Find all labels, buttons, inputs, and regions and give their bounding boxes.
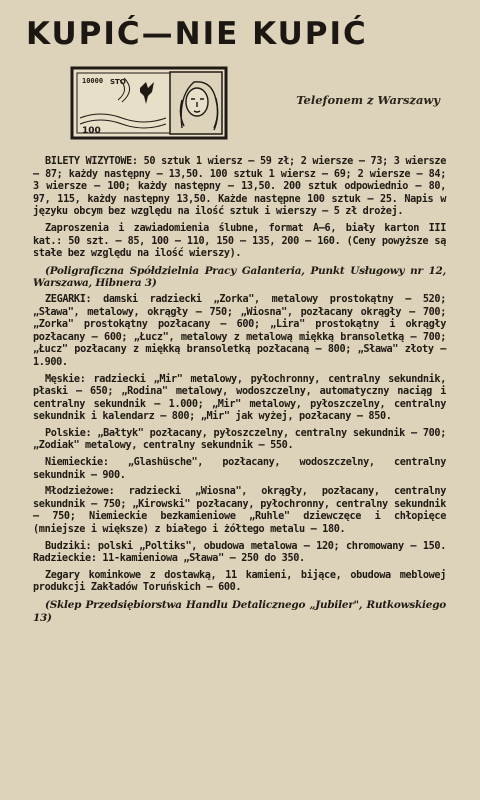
paragraph-watches-women: ZEGARKI: damski radziecki „Zorka", metalowy prostokątny — 520; „Sława", metalowy, okrągły — 750; „Wiosna", pozłacany okrągły — 700; „Zorka" prostokątny pozłacany — 600; „Lira" prostokątny i okrągły pozłacany — 600; „Łucz", metalowy z metalową miękką bransoletką — 700; „Łucz" pozłacany z miękką bransoletką pozłacaną — 800; „Sława" złoty — 1.900. <box>33 293 446 368</box>
note-denomination-word: STO <box>110 78 126 86</box>
note-denomination-top-left: 10000 <box>82 77 104 85</box>
article-body <box>33 156 446 627</box>
paragraph-alarm-clocks: Budziki: polski „Poltiks", obudowa metalowa — 120; chromowany — 150. Radzieckie: 11-kamieniowa „Sława" — 250 do 350. <box>33 540 446 565</box>
paragraph-watches-polish: Polskie: „Bałtyk" pozłacany, pyłoszczelny, centralny sekundnik — 700; „Zodiak" metalowy, centralny sekundnik — 550. <box>33 427 446 452</box>
source-note-jeweler: (Sklep Przedsiębiorstwa Handlu Detalicznego „Jubiler", Rutkowskiego 13) <box>33 599 446 624</box>
source-note-printing: (Poligraficzna Spółdzielnia Pracy Galanteria, Punkt Usługowy nr 12, Warszawa, Hibnera 3) <box>33 264 446 290</box>
paragraph-mantel-clocks: Zegary kominkowe z dostawką, 11 kamieni, bijące, obudowa meblowej produkcji Zakładów Toruńskich — 600. <box>33 569 446 594</box>
note-denomination-bottom: 100 <box>82 126 101 136</box>
byline: Telefonem z Warszawy <box>296 93 440 107</box>
paragraph-business-cards: BILETY WIZYTOWE: 50 sztuk 1 wiersz — 59 zł; 2 wiersze — 73; 3 wiersze — 87; każdy następny — 13,50. 100 sztuk 1 wiersz — 69; 2 wiersze — 84; 3 wiersze — 100; każdy następny — 13,50. 200 sztuk odpowiednio — 80, 97, 115, każdy następny 13,50. Każde następne 100 sztuk — 25. Napis w języku obcym bez względu na ilość sztuk i wierszy — 5 zł drożej. <box>33 156 446 218</box>
paragraph-wedding-invitations: Zaproszenia i zawiadomienia ślubne, format A—6, biały karton III kat.: 50 szt. — 85, 100 — 110, 150 — 135, 200 — 160. (Ceny powyższe są stałe bez względu na ilość wierszy). <box>33 222 446 260</box>
paragraph-watches-german: Niemieckie: „Glashüsche", pozłacany, wodoszczelny, centralny sekundnik — 900. <box>33 457 446 481</box>
paragraph-watches-men: Męskie: radziecki „Mir" metalowy, pyłochronny, centralny sekundnik, płaski — 650; „Rodina" metalowy, wodoszczelny, automatyczny naciąg i centralny sekundnik — 1.000; „Mir" metalowy, pyłoszczelny, centralny sekundnik i kalendarz — 800; „Mir" jak wyżej, pozłacany — 850. <box>33 373 446 423</box>
paragraph-watches-youth: Młodzieżowe: radziecki „Wiosna", okrągły, pozłacany, centralny sekundnik — 750; „Kirowski" pozłacany, pyłochronny, centralny sekundnik — 750; Niemieckie bezkamieniowe „Ruhle" dziewczęce i chłopięce (mniejsze i większe) z białego i żółtego metalu — 180. <box>33 486 446 536</box>
headline: KUPIĆ—NIE KUPIĆ <box>26 16 368 52</box>
banknote-icon <box>70 66 228 140</box>
